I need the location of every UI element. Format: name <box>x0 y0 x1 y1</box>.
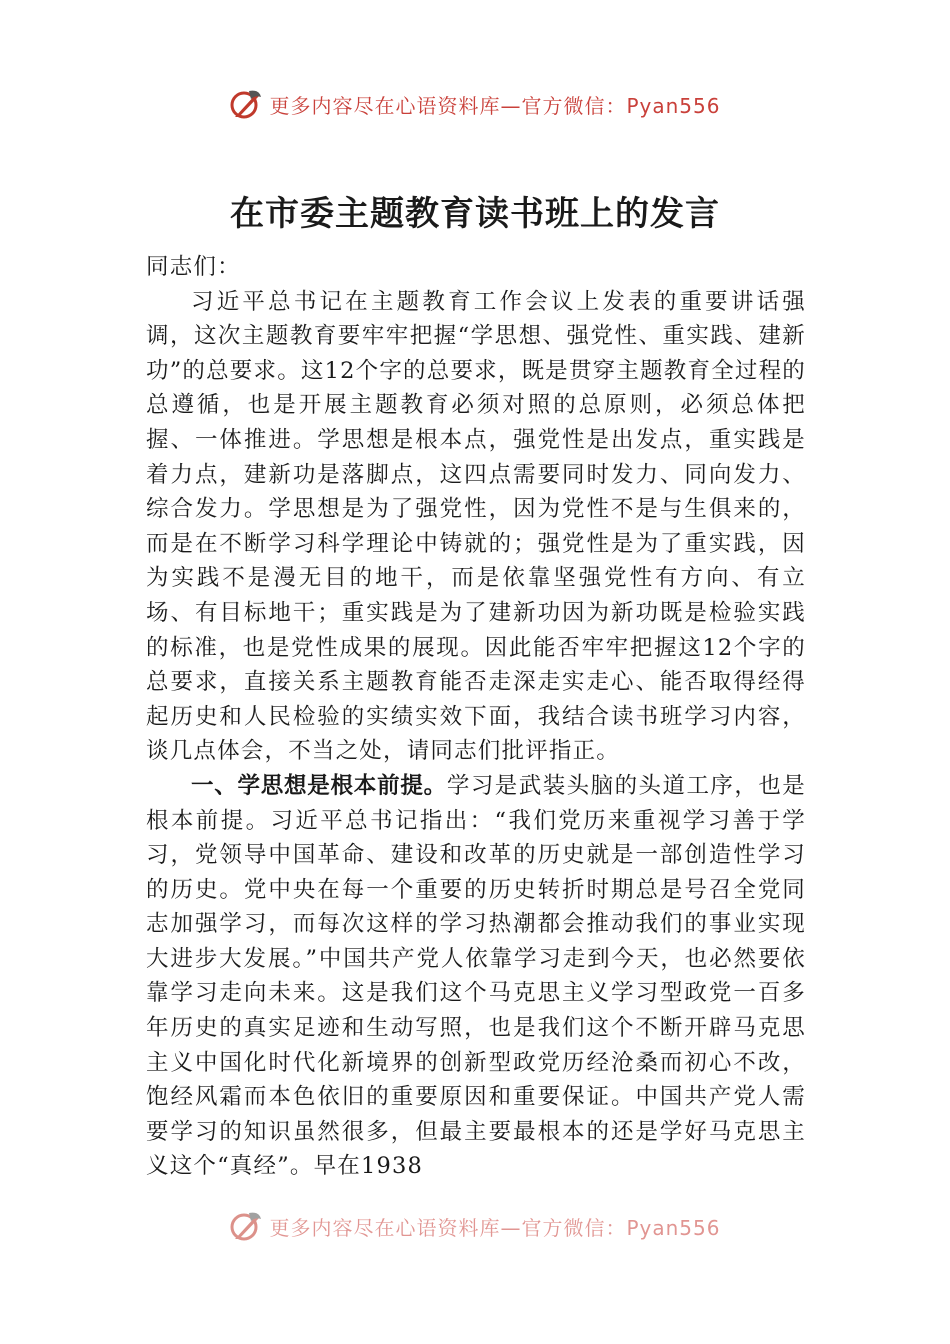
paragraph-section-1 <box>146 769 806 1184</box>
watermark-footer <box>0 1206 950 1246</box>
quill-logo-icon <box>229 1209 263 1243</box>
watermark-text: 更多内容尽在心语资料库—官方微信：Pyan556 <box>269 93 721 118</box>
document-title: 在市委主题教育读书班上的发言 <box>230 194 720 234</box>
watermark-header <box>0 84 950 124</box>
paragraph-intro: 习近平总书记在主题教育工作会议上发表的重要讲话强调，这次主题教育要牢牢把握“学思想、强党性、重实践、建新功”的总要求。这12个字的总要求，既是贯穿主题教育全过程的总遵循，也是开展主题教育必须对照的总原则，必须总体把握、一体推进。学思想是根本点，强党性是出发点，重实践是着力点，建新功是落脚点，这四点需要同时发力、同向发力、综合发力。学思想是为了强党性，因为党性不是与生俱来的，而是在不断学习科学理论中铸就的；强党性是为了重实践，因为实践不是漫无目的地干，而是依靠坚强党性有方向、有立场、有目标地干；重实践是为了建新功因为新功既是检验实践的标准，也是党性成果的展现。因此能否牢牢把握这12个字的总要求，直接关系主题教育能否走深走实走心、能否取得经得起历史和人民检验的实绩实效下面，我结合读书班学习内容，谈几点体会，不当之处，请同志们批评指正。 <box>146 288 806 765</box>
salutation: 同志们： <box>146 254 241 280</box>
quill-logo-icon <box>229 87 263 121</box>
watermark-text: 更多内容尽在心语资料库—官方微信：Pyan556 <box>269 1215 721 1240</box>
section-body: 学习是武装头脑的头道工序，也是根本前提。习近平总书记指出：“我们党历来重视学习善于学习，党领导中国革命、建设和改革的历史就是一部创造性学习的历史。党中央在每一个重要的历史转折时期总是号召全党同志加强学习，而每次这样的学习热潮都会推动我们的事业实现大进步大发展。”中国共产党人依靠学习走到今天，也必然要依靠学习走向未来。这是我们这个马克思主义学习型政党一百多年历史的真实足迹和生动写照，也是我们这个不断开辟马克思主义中国化时代化新境界的创新型政党历经沧桑而初心不改，饱经风霜而本色依旧的重要原因和重要保证。中国共产党人需要学习的知识虽然很多，但最主要最根本的还是学好马克思主义这个“真经”。早在1938 <box>146 772 806 1180</box>
section-heading: 一、学思想是根本前提。 <box>191 772 447 799</box>
document-body <box>146 250 806 1184</box>
